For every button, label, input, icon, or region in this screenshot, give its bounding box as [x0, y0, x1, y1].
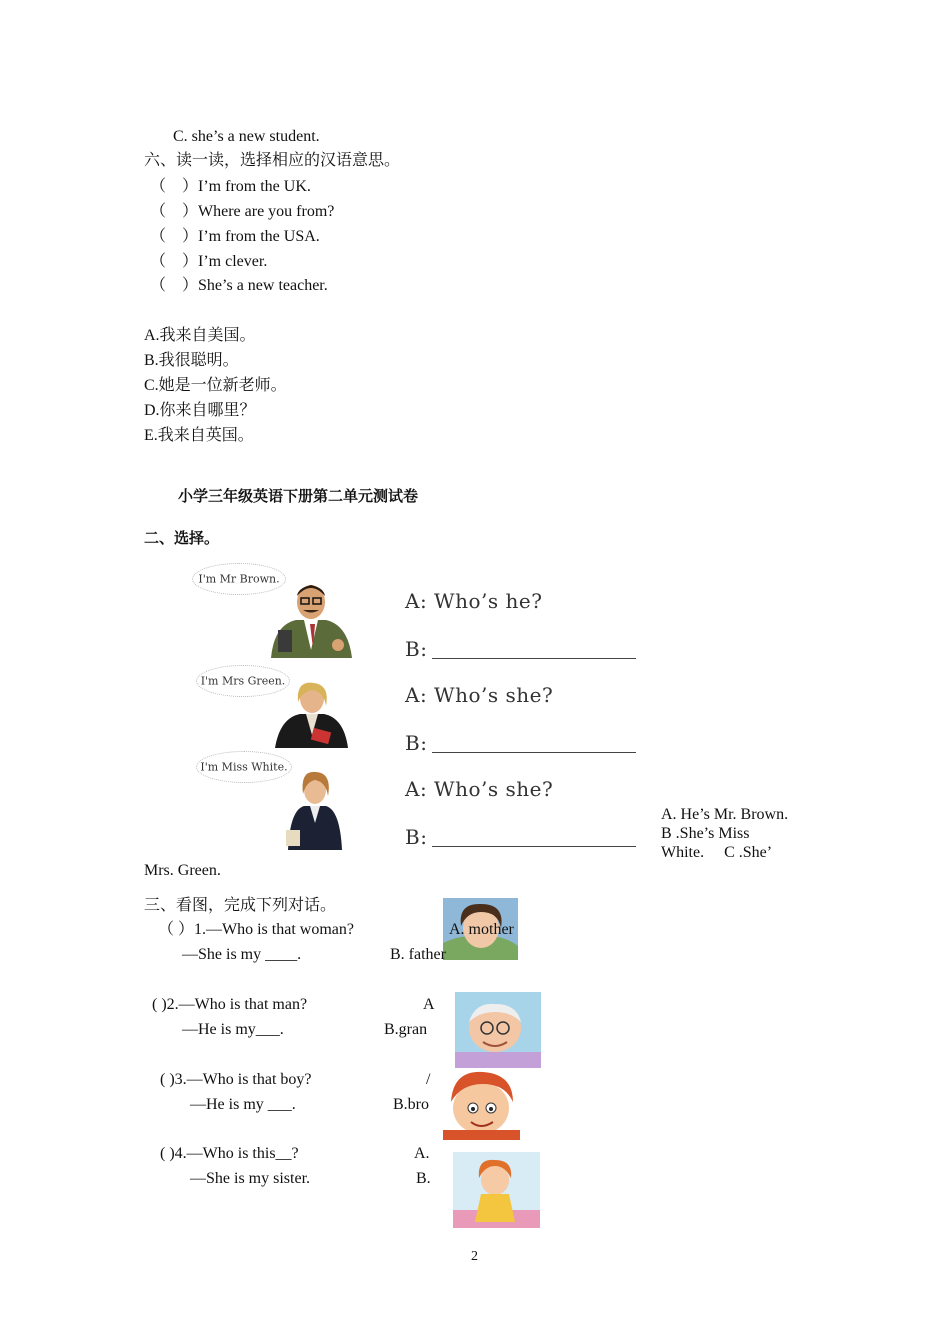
- item-text: I’m from the USA.: [198, 228, 320, 245]
- answer-line-2[interactable]: [432, 752, 636, 753]
- q1-option-a: A. mother: [449, 921, 514, 938]
- item-text: Where are you from?: [198, 203, 335, 220]
- speech-bubble-3: [196, 751, 292, 783]
- bubble-text: I'm Miss White.: [200, 760, 288, 774]
- sister-picture: [453, 1152, 540, 1228]
- answer-blank[interactable]: （ ）: [150, 178, 199, 195]
- bubble-text: I'm Mrs Green.: [200, 674, 286, 688]
- bubble-text: I'm Mr Brown.: [198, 572, 280, 586]
- q1-answer: —She is my ____.: [182, 946, 302, 963]
- section6-item-4: [150, 252, 267, 272]
- answer-label-1: B:: [405, 637, 428, 661]
- item-text: I’m clever.: [198, 253, 268, 270]
- q4-option-b: B.: [416, 1170, 431, 1187]
- question-3: A: Who’s she?: [405, 777, 554, 801]
- q4-answer: —She is my sister.: [190, 1170, 311, 1187]
- section3-title: 三、看图，完成下列对话。: [144, 897, 337, 914]
- item-text: I’m from the UK.: [198, 178, 311, 195]
- section6-item-5: [150, 276, 328, 296]
- miss-white-picture: [282, 768, 348, 852]
- section2-title: 二、选择。: [144, 529, 220, 547]
- q3-question: ( )3.—Who is that boy?: [160, 1071, 312, 1088]
- answer-blank[interactable]: （ ）: [150, 228, 199, 245]
- option-e: E.我来自英国。: [144, 427, 254, 444]
- q1-option-b: B. father: [390, 946, 446, 963]
- answer-line-1[interactable]: [432, 658, 636, 659]
- brother-picture: [443, 1068, 520, 1140]
- section2-answer-a: A. He’s Mr. Brown.: [661, 806, 789, 823]
- q3-option-a: /: [426, 1071, 431, 1088]
- question-1: A: Who’s he?: [405, 589, 543, 613]
- section6-item-2: [150, 202, 334, 222]
- mrs-green-picture: [272, 680, 352, 750]
- q4-question: ( )4.—Who is this__?: [160, 1145, 299, 1162]
- exam-title: 小学三年级英语下册第二单元测试卷: [178, 487, 419, 505]
- option-b: B.我很聪明。: [144, 352, 239, 369]
- q3-answer: —He is my ___.: [190, 1096, 296, 1113]
- prev-option-c: C. she’s a new student.: [173, 128, 320, 145]
- page-number: 2: [471, 1249, 478, 1264]
- q2-answer: —He is my___.: [182, 1021, 284, 1038]
- q1-question: （ ）1.—Who is that woman?: [158, 921, 354, 938]
- q2-option-a: A: [423, 996, 435, 1013]
- option-d: D.你来自哪里？: [144, 402, 256, 419]
- answer-blank[interactable]: （ ）: [150, 277, 199, 294]
- q3-option-b: B.bro: [393, 1096, 429, 1113]
- question-2: A: Who’s she?: [405, 683, 554, 707]
- section2-answer-b: B .She’s Miss: [661, 825, 750, 842]
- mr-brown-picture: [266, 580, 356, 660]
- q2-question: ( )2.—Who is that man?: [152, 996, 308, 1013]
- option-c: C.她是一位新老师。: [144, 377, 287, 394]
- answer-label-2: B:: [405, 731, 428, 755]
- answer-blank[interactable]: （ ）: [150, 253, 199, 270]
- item-text: She’s a new teacher.: [198, 277, 328, 294]
- section2-answer-cont: White. C .She’: [661, 844, 773, 861]
- section6-title: 六、读一读，选择相应的汉语意思。: [144, 152, 401, 169]
- answer-line-3[interactable]: [432, 846, 636, 847]
- answer-label-3: B:: [405, 825, 428, 849]
- grandfather-picture: [455, 992, 541, 1068]
- section6-item-3: [150, 227, 320, 247]
- option-a: A.我来自美国。: [144, 327, 256, 344]
- answer-blank[interactable]: （ ）: [150, 203, 199, 220]
- section6-item-1: [150, 177, 311, 197]
- section2-answer-end: Mrs. Green.: [144, 862, 221, 879]
- q4-option-a: A.: [414, 1145, 430, 1162]
- q2-option-b: B.gran: [384, 1021, 428, 1038]
